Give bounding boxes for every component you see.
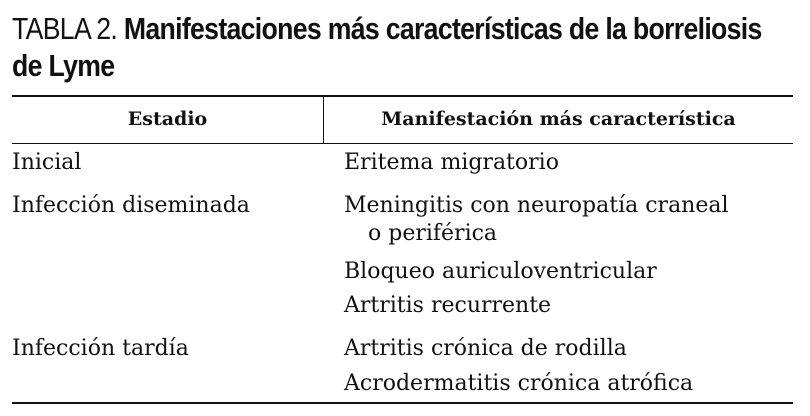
caption-line-1 bbox=[12, 10, 762, 47]
row-3-manifestation: Bloqueo auriculoventricular bbox=[344, 259, 657, 284]
caption-text-line-2: de Lyme bbox=[12, 48, 115, 83]
row-5-stage: Infección tardía bbox=[12, 336, 189, 361]
row-2-stage: Infección diseminada bbox=[12, 193, 250, 218]
caption-text-line-1: Manifestaciones más características de la borreliosis bbox=[123, 11, 762, 46]
row-4-manifestation: Artritis recurrente bbox=[344, 293, 552, 318]
table-bottom-rule bbox=[12, 402, 793, 404]
header-stage: Estadio bbox=[127, 108, 208, 130]
row-1-stage: Inicial bbox=[12, 150, 82, 175]
row-2-manifestation-line-1: Meningitis con neuropatía craneal bbox=[344, 193, 729, 218]
table-top-rule bbox=[12, 95, 793, 97]
header-manifestation: Manifestación más característica bbox=[381, 108, 736, 130]
row-6-manifestation: Acrodermatitis crónica atrófica bbox=[344, 371, 694, 396]
row-2-manifestation bbox=[344, 192, 729, 248]
row-1-manifestation: Eritema migratorio bbox=[344, 150, 559, 175]
header-bottom-rule bbox=[12, 143, 793, 144]
caption-label: TABLA 2. bbox=[12, 11, 118, 46]
row-5-manifestation: Artritis crónica de rodilla bbox=[344, 336, 627, 361]
row-2-manifestation-line-2: o periférica bbox=[368, 221, 498, 246]
table-caption bbox=[12, 10, 762, 84]
